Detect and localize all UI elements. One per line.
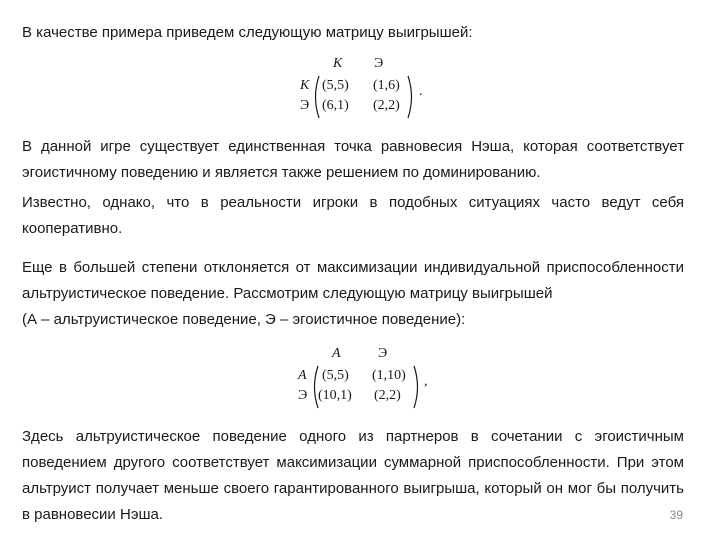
paragraph-coop-line-2: кооперативно. xyxy=(22,220,123,237)
matrix2-col-header-2: Э xyxy=(378,346,388,361)
matrix1-cell-2-1: (6,1) xyxy=(322,98,349,113)
matrix2-cell-1-1: (5,5) xyxy=(322,368,349,383)
matrix1-row-label-2: Э xyxy=(300,98,310,113)
page-number: 39 xyxy=(669,508,683,522)
matrix2-bracket-right xyxy=(413,365,423,409)
paragraph-final-line-3: альтруист получает меньше своего гарантированного выигрыша, который он мог бы получить xyxy=(22,480,684,497)
payoff-matrix-1 xyxy=(300,56,430,118)
paragraph-altruism-line-2: альтруистическое поведение. Рассмотрим следующую матрицу выигрышей xyxy=(22,285,553,302)
matrix2-punct: , xyxy=(424,374,428,389)
matrix2-cell-1-2: (1,10) xyxy=(372,368,406,383)
paragraph-final-line-1: Здесь альтруистическое поведение одного из партнеров в сочетании с эгоистичным xyxy=(22,428,684,445)
paragraph-final-line-2: поведением другого соответствует максимизации суммарной приспособленности. При этом xyxy=(22,454,684,471)
matrix2-col-header-1: А xyxy=(332,346,341,361)
matrix1-bracket-right xyxy=(407,75,417,119)
matrix2-cell-2-2: (2,2) xyxy=(374,388,401,403)
matrix1-cell-1-1: (5,5) xyxy=(322,78,349,93)
payoff-matrix-2 xyxy=(296,346,436,408)
intro-line: В качестве примера приведем следующую матрицу выигрышей: xyxy=(22,24,473,41)
matrix2-row-label-2: Э xyxy=(298,388,308,403)
matrix2-row-label-1: А xyxy=(298,368,307,383)
intro-text xyxy=(22,20,684,46)
paragraph-altruism-line-3: (А – альтруистическое поведение, Э – эгоистичное поведение): xyxy=(22,311,466,328)
matrix1-col-header-1: К xyxy=(333,56,343,71)
paragraph-altruism-line-1: Еще в большей степени отклоняется от максимизации индивидуальной приспособленности xyxy=(22,259,684,276)
paragraph-altruism xyxy=(22,255,684,333)
matrix1-cell-2-2: (2,2) xyxy=(373,98,400,113)
matrix1-bracket-left xyxy=(310,75,320,119)
paragraph-cooperation xyxy=(22,190,684,242)
matrix1-cell-1-2: (1,6) xyxy=(373,78,400,93)
paragraph-nash-line-2: эгоистичному поведению и является также решением по доминированию. xyxy=(22,164,541,181)
matrix1-row-label-1: К xyxy=(300,78,310,93)
paragraph-nash-line-1: В данной игре существует единственная точка равновесия Нэша, которая соответствует xyxy=(22,138,684,155)
paragraph-final xyxy=(22,424,684,528)
paragraph-nash xyxy=(22,134,684,186)
matrix1-punct: . xyxy=(419,84,423,99)
matrix1-col-header-2: Э xyxy=(374,56,384,71)
paragraph-coop-line-1: Известно, однако, что в реальности игроки в подобных ситуациях часто ведут себя xyxy=(22,194,684,211)
matrix2-cell-2-1: (10,1) xyxy=(318,388,352,403)
paragraph-final-line-4: в равновесии Нэша. xyxy=(22,506,164,523)
